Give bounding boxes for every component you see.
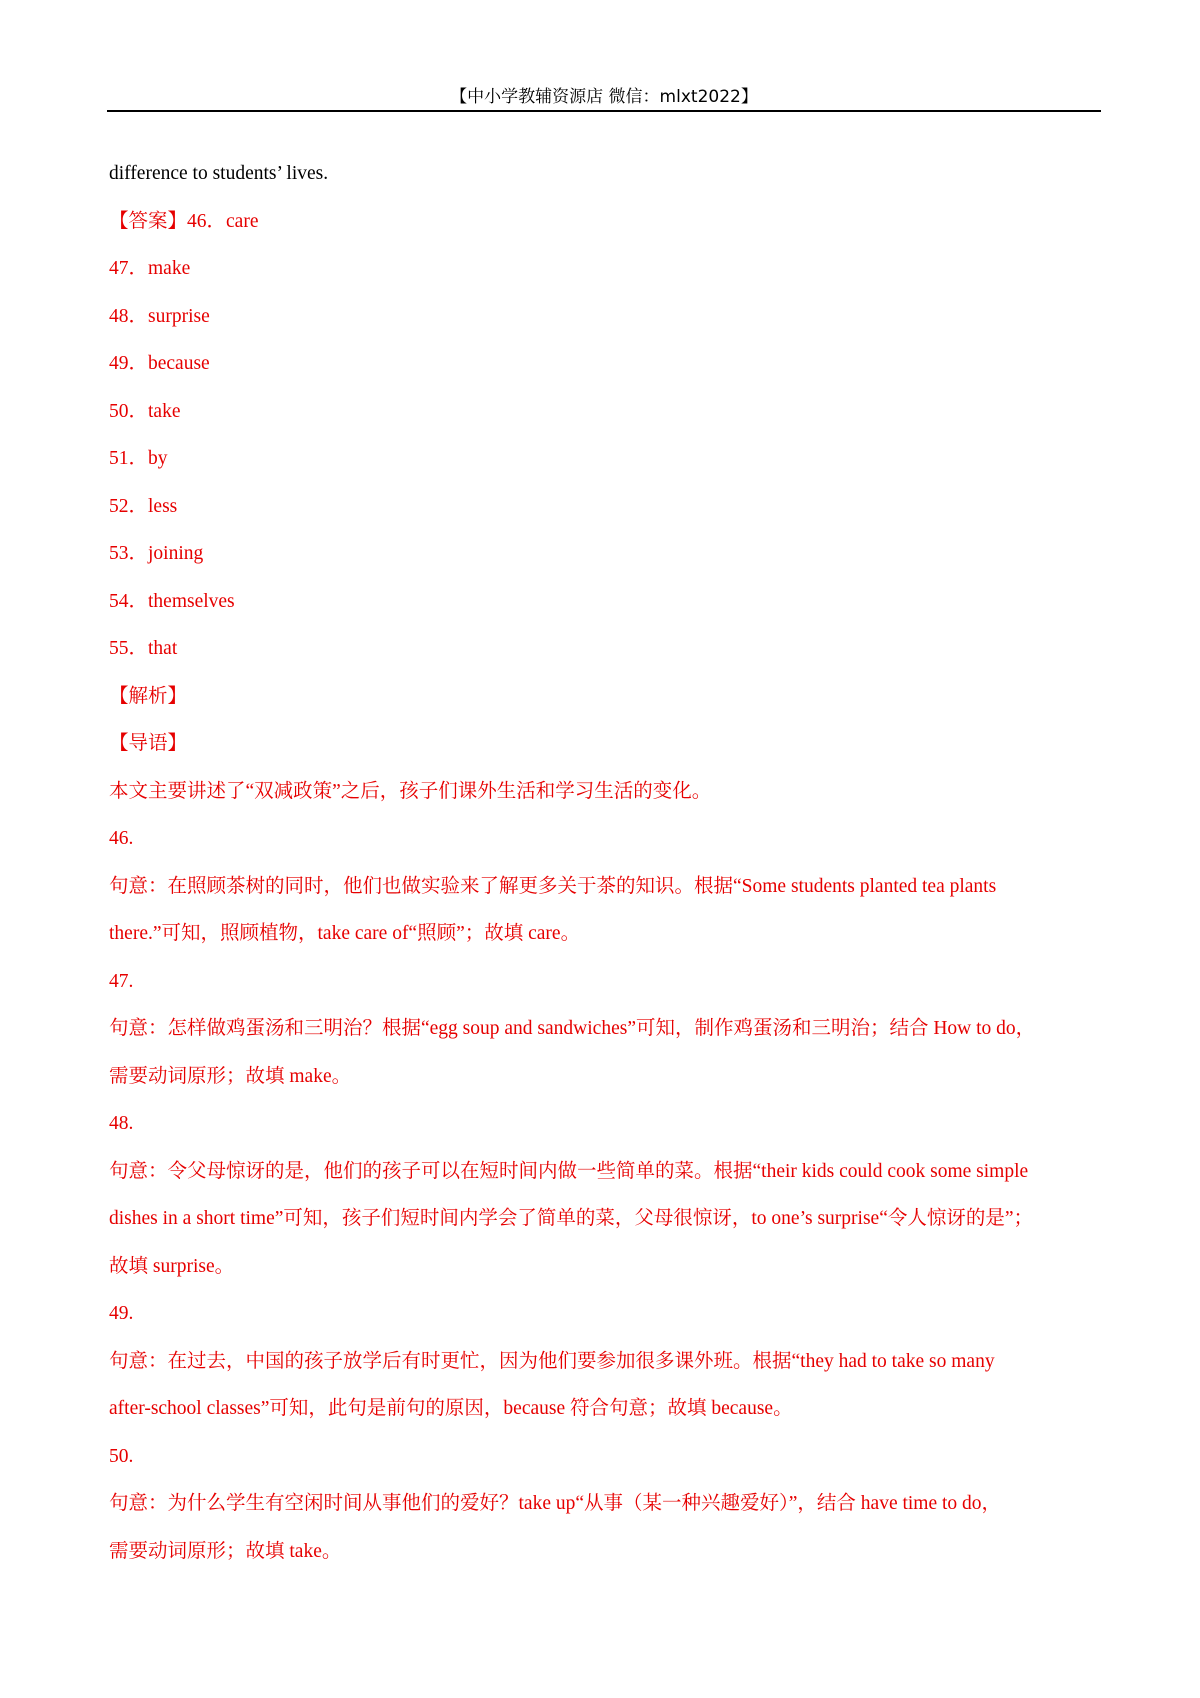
explanation-line: 句意：怎样做鸡蛋汤和三明治？根据“egg soup and sandwiches”可知，制作鸡蛋汤和三明治；结合 How to do， [109, 1018, 1036, 1039]
answer-item: 48．surprise [109, 305, 210, 327]
answer-item: 50．take [109, 400, 181, 422]
explanation-line: 句意：令父母惊讶的是，他们的孩子可以在短时间内做一些简单的菜。根据“their kids could cook some simple [109, 1160, 1029, 1182]
analysis-label: 【解析】 [109, 685, 188, 707]
answer-line-46 [109, 198, 1099, 246]
explanation-line: 故填 surprise。 [109, 1255, 235, 1277]
page-header: 【中小学教辅资源店 微信：mlxt2022】 [450, 87, 758, 107]
explanation-line: 句意：在照顾茶树的同时，他们也做实验来了解更多关于茶的知识。根据“Some students planted tea plants [109, 875, 997, 897]
explanation-line: there.”可知，照顾植物，take care of“照顾”；故填 care。 [109, 923, 581, 944]
explanation-line: 需要动词原形；故填 take。 [109, 1540, 342, 1562]
explanation-number: 46. [109, 828, 134, 849]
explanation-number: 50. [109, 1445, 134, 1467]
explanation-line: 句意：为什么学生有空闲时间从事他们的爱好？take up“从事（某一种兴趣爱好）”，结合 have time to do， [109, 1493, 1002, 1514]
explanation-line: after-school classes”可知，此句是前句的原因，because 符合句意；故填 because。 [109, 1398, 793, 1419]
intro-line: difference to students’ lives. [109, 163, 329, 184]
guide-text: 本文主要讲述了“双减政策”之后，孩子们课外生活和学习生活的变化。 [109, 780, 712, 802]
answer-item: 51．by [109, 448, 168, 469]
answer-item: 47．make [109, 258, 191, 279]
explanation-number: 49. [109, 1303, 134, 1324]
header-divider [107, 110, 1101, 112]
explanation-line: 句意：在过去，中国的孩子放学后有时更忙，因为他们要参加很多课外班。根据“they had to take so many [109, 1350, 995, 1372]
document-body [109, 150, 1099, 1575]
answer-item: 49．because [109, 353, 210, 374]
guide-label: 【导语】 [109, 733, 188, 754]
answer-item: 46．care [187, 210, 259, 232]
answer-item: 52．less [109, 495, 178, 517]
answer-item: 54．themselves [109, 590, 235, 612]
explanation-line: 需要动词原形；故填 make。 [109, 1065, 352, 1087]
answer-item: 55．that [109, 638, 178, 659]
explanation-line: dishes in a short time”可知，孩子们短时间内学会了简单的菜，父母很惊讶，to one’s surprise“令人惊讶的是”； [109, 1208, 1034, 1229]
explanation-number: 47. [109, 970, 134, 992]
answer-item: 53．joining [109, 543, 204, 564]
explanation-number: 48. [109, 1113, 134, 1134]
answers-label: 【答案】 [109, 210, 188, 232]
